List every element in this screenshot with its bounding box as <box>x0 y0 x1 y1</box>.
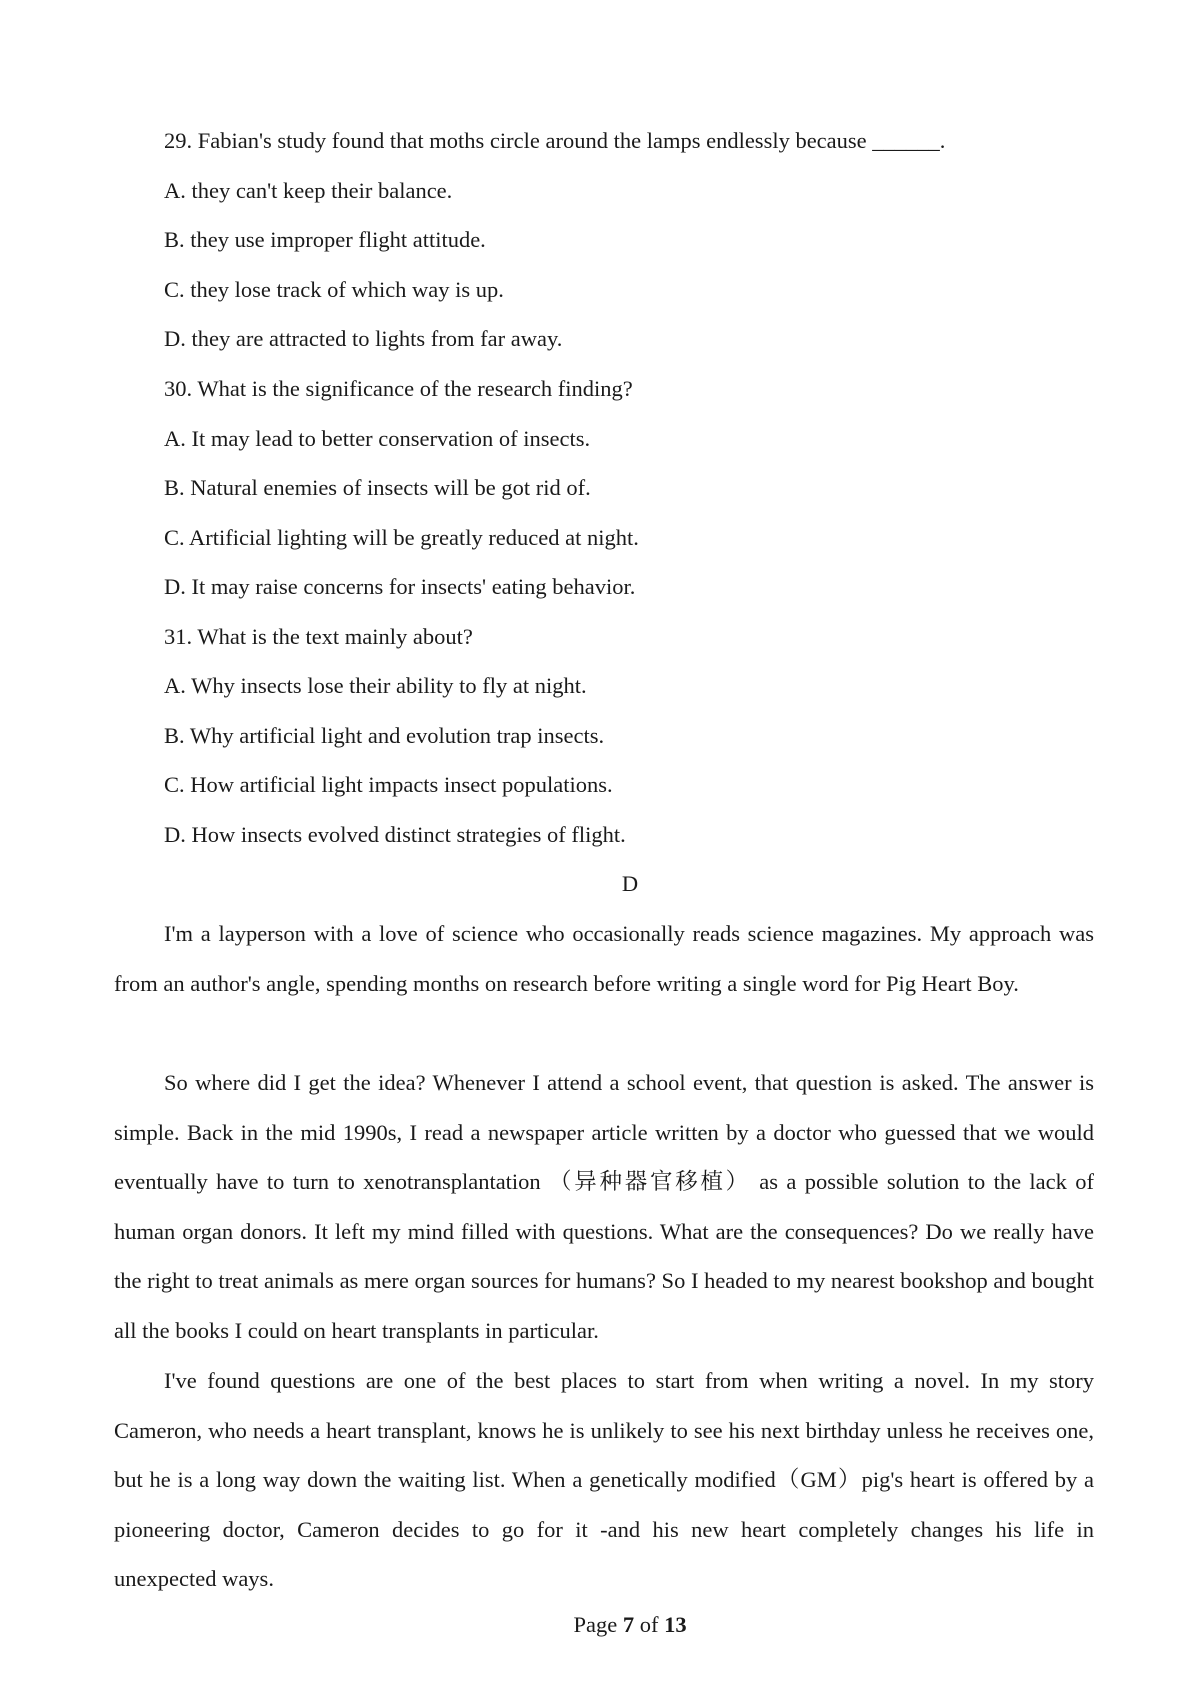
question-30-option-d: D. It may raise concerns for insects' eating behavior. <box>164 574 636 599</box>
passage-paragraph-1: I'm a layperson with a love of science who occasionally reads science magazines. My approach was from an author's angle, spending months on research before writing a single word for Pig Heart Boy. <box>114 921 1094 996</box>
page-total: 13 <box>664 1612 687 1637</box>
question-30-option-c: C. Artificial lighting will be greatly reduced at night. <box>164 525 639 550</box>
page-prefix: Page <box>573 1612 623 1637</box>
question-31-option-d: D. How insects evolved distinct strategies of flight. <box>164 822 626 847</box>
page-number <box>0 1610 1200 1640</box>
question-31-stem: 31. What is the text mainly about? <box>164 624 473 649</box>
page-current: 7 <box>622 1612 635 1637</box>
question-29-option-d: D. they are attracted to lights from far away. <box>164 326 563 351</box>
question-29-stem: 29. Fabian's study found that moths circle around the lamps endlessly because ______. <box>164 128 946 153</box>
question-29-option-a: A. they can't keep their balance. <box>164 178 453 203</box>
question-30-option-a: A. It may lead to better conservation of insects. <box>164 426 591 451</box>
question-30-option-b: B. Natural enemies of insects will be got rid of. <box>164 475 591 500</box>
passage-paragraph-3: I've found questions are one of the best places to start from when writing a novel. In my story Cameron, who needs a heart transplant, knows he is unlikely to see his next birthday unless he receives one, but he is a long way down the waiting list. When a genetically modified（GM）pig's heart is offered by a pioneering doctor, Cameron decides to go for it -and his new heart completely changes his life in unexpected ways. <box>114 1368 1094 1591</box>
question-29-option-b: B. they use improper flight attitude. <box>164 227 486 252</box>
question-31-option-b: B. Why artificial light and evolution trap insects. <box>164 723 605 748</box>
question-31-option-a: A. Why insects lose their ability to fly at night. <box>164 673 587 698</box>
section-heading: D <box>621 871 639 896</box>
question-30-stem: 30. What is the significance of the research finding? <box>164 376 633 401</box>
passage-paragraph-2: So where did I get the idea? Whenever I attend a school event, that question is asked. The answer is simple. Back in the mid 1990s, I read a newspaper article written by a doctor who guessed that we would eventually have to turn to xenotransplantation （异种器官移植） as a possible solution to the lack of human organ donors. It left my mind filled with questions. What are the consequences? Do we really have the right to treat animals as mere organ sources for humans? So I headed to my nearest bookshop and bought all the books I could on heart transplants in particular. <box>114 1070 1094 1343</box>
page-middle: of <box>634 1612 665 1637</box>
question-29-option-c: C. they lose track of which way is up. <box>164 277 504 302</box>
question-31-option-c: C. How artificial light impacts insect populations. <box>164 772 613 797</box>
